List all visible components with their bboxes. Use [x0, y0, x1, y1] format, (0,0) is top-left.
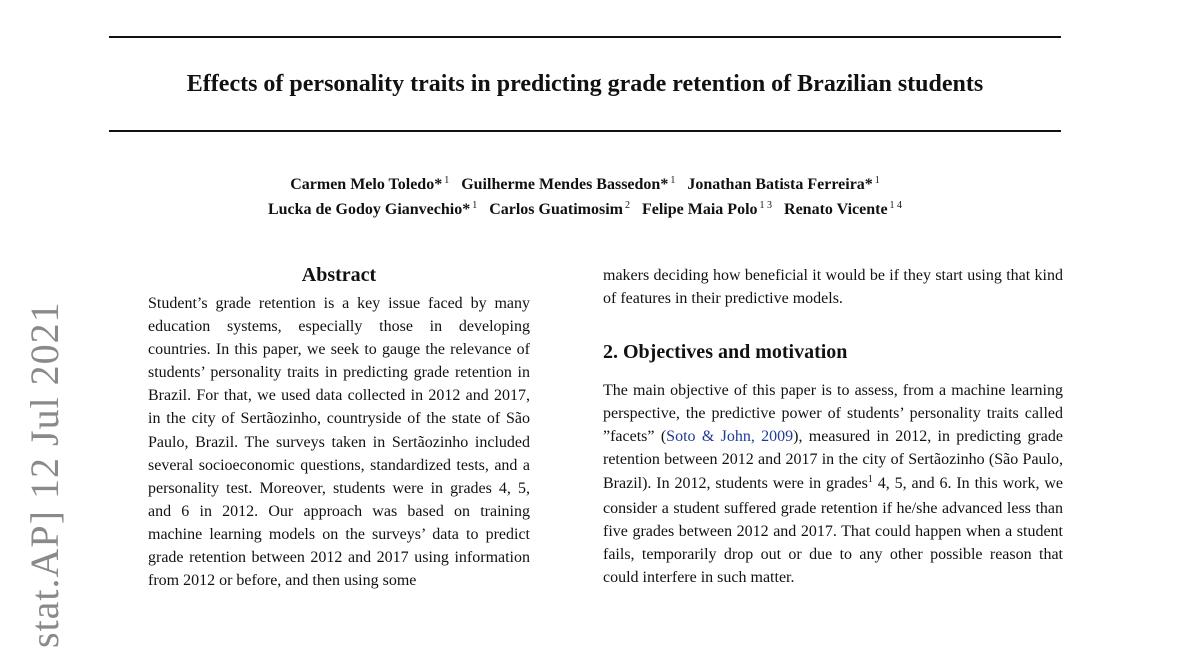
objectives-paragraph: The main objective of this paper is to assess, from a machine learning perspective, the predictive power of students’ personality traits called ”facets” (Soto & John, 2009), measured in 2012, in predicting grade retention between 2012 and 2017 in the city of Sertãozinho (São Paulo, Brazil). In 2012, students were in grades$^1$ 4, 5, and 6. In this work, we consider a student suffered grade retention if he/she advanced less than five grades between 2012 and 2017. That could happen when a student fails, temporarily drop out or due to any other possible reason that could interfere in such matter.: [603, 382, 1064, 586]
arxiv-side-stamp: stat.AP] 12 Jul 2021: [22, 301, 67, 648]
section-heading: 2. Objectives and motivation: [603, 341, 848, 364]
paper-title: Effects of personality traits in predicting grade retention of Brazilian students: [186, 71, 984, 97]
abstract-text: Student’s grade retention is a key issue faced by many education systems, especially those in developing countries. In this paper, we seek to gauge the relevance of students’ personality traits in predicting grade retention in Brazil. For that, we used data collected in 2012 and 2017, in the city of Sertãozinho, countryside of the state of São Paulo, Brazil. The surveys taken in Sertãozinho included several socioeconomic questions, standardized tests, and a personality test. Moreover, students were in grades 4, 5, and 6 in 2012. Our approach was based on training machine learning models on the surveys’ data to predict grade retention between 2012 and 2017 using information from 2012 or before, and then using some: [148, 295, 530, 590]
author-line-2: [109, 198, 1061, 223]
author: Guilherme Mendes Bassedon* $^1$: [461, 175, 676, 193]
author: Carlos Guatimosim $^2$: [489, 200, 630, 218]
left-column: [148, 262, 530, 592]
continuation-paragraph: makers deciding how beneficial it would be if they start using that kind of features in their predictive models.: [603, 267, 1063, 308]
author: Lucka de Godoy Gianvechio* $^1$: [267, 200, 478, 218]
author: Jonathan Batista Ferreira* $^1$: [687, 175, 880, 193]
author: Felipe Maia Polo $^{1 3}$: [641, 200, 773, 218]
citation-link[interactable]: Soto & John, 2009: [666, 428, 794, 446]
author: Carmen Melo Toledo* $^1$: [290, 175, 450, 193]
title-top-rule: [109, 36, 1061, 38]
abstract-heading: Abstract: [301, 264, 377, 286]
author: Renato Vicente $^{1 4}$: [784, 200, 903, 218]
author-line-1: [109, 173, 1061, 198]
footnote-mark[interactable]: 1: [867, 473, 873, 485]
author-block: [109, 173, 1061, 223]
right-column: [603, 264, 1063, 589]
title-bottom-rule: [109, 130, 1061, 132]
